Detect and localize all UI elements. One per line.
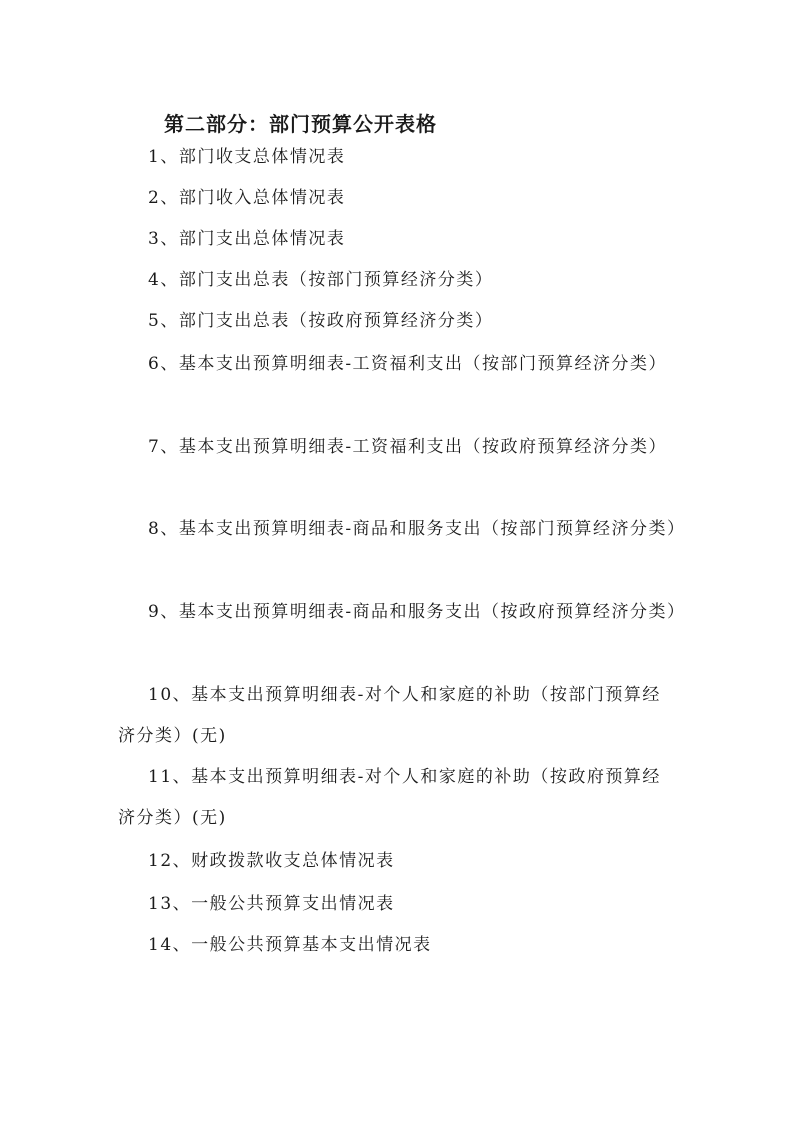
list-item-2: 2、部门收入总体情况表 (148, 188, 346, 208)
section-title: 第二部分：部门预算公开表格 (164, 112, 437, 136)
list-item-10: 10、基本支出预算明细表-对个人和家庭的补助（按部门预算经济分类）(无) (118, 685, 661, 746)
list-item-14: 14、一般公共预算基本支出情况表 (148, 935, 432, 955)
list-item-6: 6、基本支出预算明细表-工资福利支出（按部门预算经济分类） (148, 354, 668, 374)
list-item-1: 1、部门收支总体情况表 (148, 147, 346, 167)
list-item-3: 3、部门支出总体情况表 (148, 229, 346, 249)
list-item-13: 13、一般公共预算支出情况表 (148, 894, 395, 914)
list-item-8: 8、基本支出预算明细表-商品和服务支出（按部门预算经济分类） (148, 519, 686, 539)
list-item-12: 12、财政拨款收支总体情况表 (148, 851, 395, 871)
list-item-11: 11、基本支出预算明细表-对个人和家庭的补助（按政府预算经济分类）(无) (118, 767, 661, 828)
list-item-7: 7、基本支出预算明细表-工资福利支出（按政府预算经济分类） (148, 437, 668, 457)
list-item-4: 4、部门支出总表（按部门预算经济分类） (148, 270, 494, 290)
list-item-9: 9、基本支出预算明细表-商品和服务支出（按政府预算经济分类） (148, 602, 686, 622)
list-item-5: 5、部门支出总表（按政府预算经济分类） (148, 311, 494, 331)
